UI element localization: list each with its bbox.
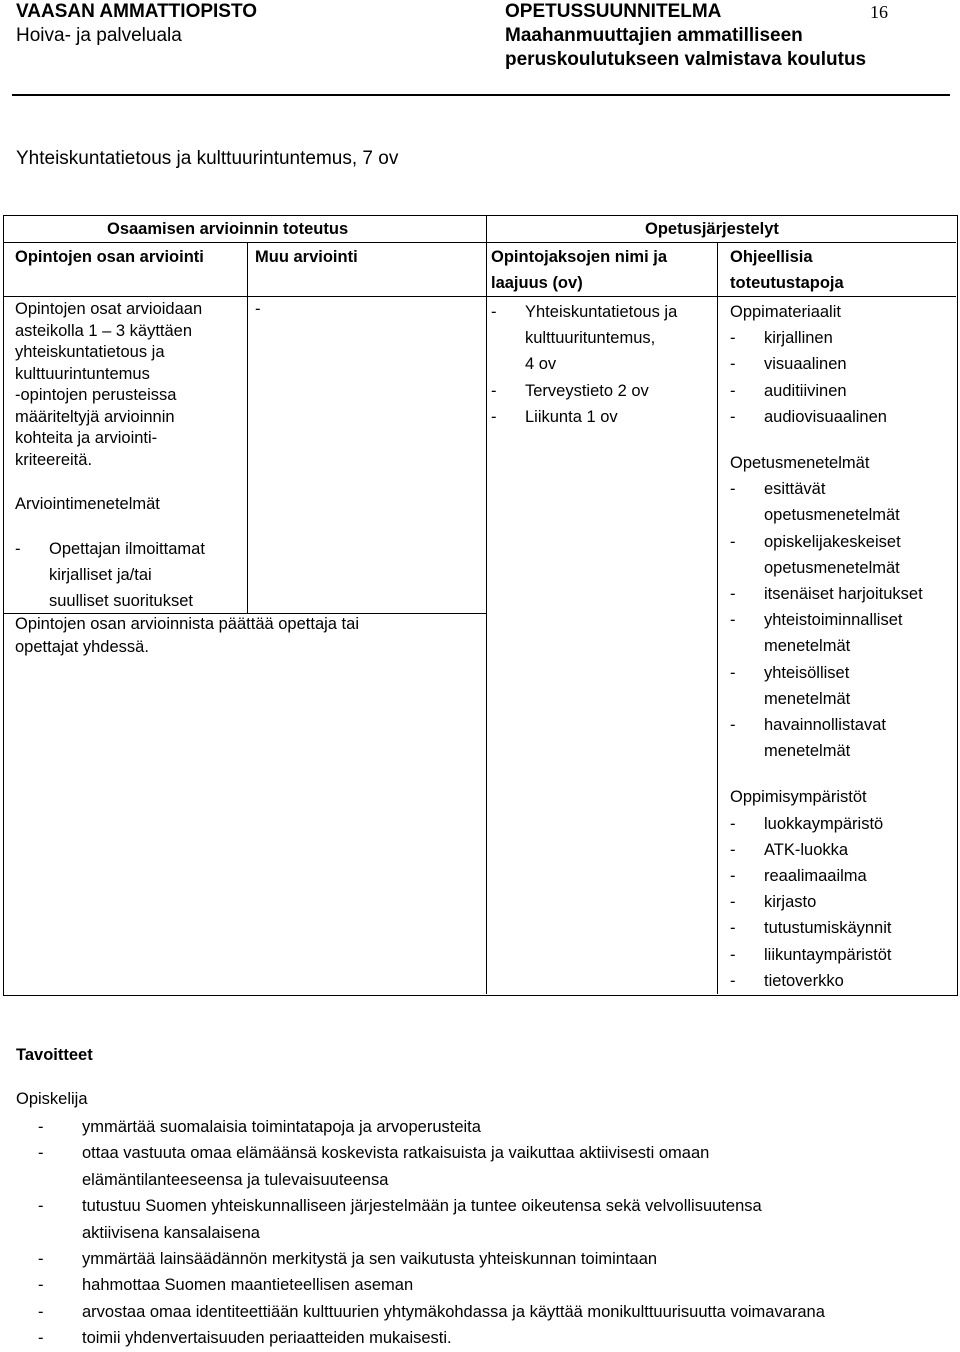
list-item: - reaalimaailma: [730, 867, 867, 886]
list-item: - havainnollistavat: [730, 716, 886, 735]
list-item: - hahmottaa Suomen maantieteellisen aseman: [38, 1276, 414, 1295]
list-item: - opiskelijakeskeiset: [730, 532, 901, 551]
group-header-arrangements: Opetusjärjestelyt: [645, 220, 779, 238]
list-item: - kirjasto: [730, 893, 817, 912]
assessment-description: Opintojen osat arvioidaan asteikolla 1 – 3 käyttäen yhteiskuntatietous ja kulttuurintuntemus -opintojen perusteissa määriteltyjä arvioinnin kohteita ja arviointi- kriteereitä.: [15, 300, 203, 469]
list-item: - arvostaa omaa identiteettiään kulttuurien yhtymäkohdassa ja käyttää monikulttuurisuutta voimavarana: [38, 1302, 825, 1321]
list-item: - auditiivinen: [730, 381, 847, 400]
list-item: - Terveystieto 2 ov: [491, 381, 649, 400]
group-title-learning-environments: Oppimisympäristöt: [730, 788, 867, 807]
list-item: - Yhteiskuntatietous ja: [491, 303, 678, 321]
list-item: - luokkaympäristö: [730, 814, 884, 833]
assessment-method-item: - Opettajan ilmoittamat kirjalliset ja/tai suulliset suoritukset: [15, 540, 205, 611]
list-item: - visuaalinen: [730, 355, 847, 374]
page-number: 16: [870, 2, 888, 22]
list-item: - kirjallinen: [730, 329, 833, 348]
assessment-table: [3, 215, 958, 996]
header-left: [16, 0, 257, 48]
table-col-divider-3: [717, 242, 718, 994]
group-title-materials: Oppimateriaalit: [730, 303, 841, 321]
list-item: - Liikunta 1 ov: [491, 407, 618, 426]
col-header-course-name: Opintojaksojen nimi ja laajuus (ov): [491, 248, 668, 293]
methods-list: Oppimateriaalit - kirjallinen - visuaalinen - auditiivinen - audiovisuaalinen Opetusmenetelmät - esittävät opetusmenetelmät - opiskelijakeskeiset opetusmenetelmät - itsenäiset harjoitukset - yhteistoiminnalliset menetelmät - yhteisölliset menetelmät - havainnollistavat menetelmät Oppimisympäristöt - luokkaympäristö - ATK-luokka - reaalimaailma - kirjasto - tutustumiskäynnit - liikuntaympäristöt - tietoverkko: [730, 299, 923, 994]
list-item: - liikuntaympäristöt: [730, 945, 892, 964]
group-title-teaching-methods: Opetusmenetelmät: [730, 454, 870, 473]
list-item: - yhteisölliset: [730, 663, 850, 682]
table-col-divider-1: [247, 242, 248, 613]
header-divider: [12, 94, 950, 96]
list-item: - ottaa vastuuta omaa elämäänsä koskevista ratkaisuista ja vaikuttaa aktiivisesti omaan: [38, 1144, 710, 1163]
list-item: - ATK-luokka: [730, 840, 849, 859]
list-item: - tutustuu Suomen yhteiskunnalliseen järjestelmään ja tuntee oikeutensa sekä velvollisuutensa: [38, 1197, 762, 1216]
goals-intro: Opiskelija: [16, 1090, 88, 1108]
section-title: Yhteiskuntatietous ja kulttuurintuntemus, 7 ov: [16, 148, 399, 169]
list-item: - tutustumiskäynnit: [730, 919, 892, 938]
goals-list: - ymmärtää suomalaisia toimintatapoja ja arvoperusteita - ottaa vastuuta omaa elämäänsä koskevista ratkaisuista ja vaikuttaa aktiivisesti omaan elämäntilanteeseensa ja tulevaisuuteensa - tutustuu Suomen yhteiskunnalliseen järjestelmään ja tuntee oikeutensa sekä velvollisuutensa aktiivisena kansalaisena - ymmärtää lainsäädännön merkitystä ja sen vaikutusta yhteiskunnan toimintaan - hahmottaa Suomen maantieteellisen aseman - arvostaa omaa identiteettiään kulttuurien yhtymäkohdassa ja käyttää monikulttuurisuutta voimavarana - toimii yhdenvertaisuuden periaatteiden mukaisesti.: [38, 1114, 825, 1352]
course-list: - Yhteiskuntatietous ja kulttuurituntemus, 4 ov - Terveystieto 2 ov - Liikunta 1 ov: [491, 299, 677, 430]
list-item: - yhteistoiminnalliset: [730, 611, 903, 630]
program-name-line1: Maahanmuuttajien ammatilliseen: [505, 25, 803, 46]
program-name-line2: peruskoulutukseen valmistava koulutus: [505, 49, 867, 70]
col-header-course-assessment: Opintojen osan arviointi: [15, 248, 204, 266]
assessment-methods-title: Arviointimenetelmät: [15, 495, 160, 513]
table-col-divider-main: [486, 216, 487, 994]
list-item: - tietoverkko: [730, 971, 844, 990]
department-name: Hoiva- ja palveluala: [16, 25, 182, 46]
institution-name: VAASAN AMMATTIOPISTO: [16, 1, 258, 22]
list-item: - esittävät: [730, 480, 826, 499]
assessment-decision-note: Opintojen osan arvioinnista päättää opettaja tai opettajat yhdessä.: [15, 615, 359, 656]
other-assessment-value: -: [255, 300, 261, 318]
col-header-other-assessment: Muu arviointi: [255, 248, 358, 266]
header-right: [505, 0, 866, 72]
document-type: OPETUSSUUNNITELMA: [505, 1, 722, 22]
group-header-assessment: Osaamisen arvioinnin toteutus: [107, 220, 349, 238]
list-item: - itsenäiset harjoitukset: [730, 585, 923, 604]
list-item: - audiovisuaalinen: [730, 407, 887, 426]
list-item: - ymmärtää suomalaisia toimintatapoja ja arvoperusteita: [38, 1118, 481, 1136]
col-header-methods: Ohjeellisia toteutustapoja: [730, 248, 844, 293]
list-item: - ymmärtää lainsäädännön merkitystä ja sen vaikutusta yhteiskunnan toimintaan: [38, 1250, 658, 1269]
goals-title: Tavoitteet: [16, 1046, 93, 1064]
list-item: - toimii yhdenvertaisuuden periaatteiden mukaisesti.: [38, 1329, 452, 1348]
